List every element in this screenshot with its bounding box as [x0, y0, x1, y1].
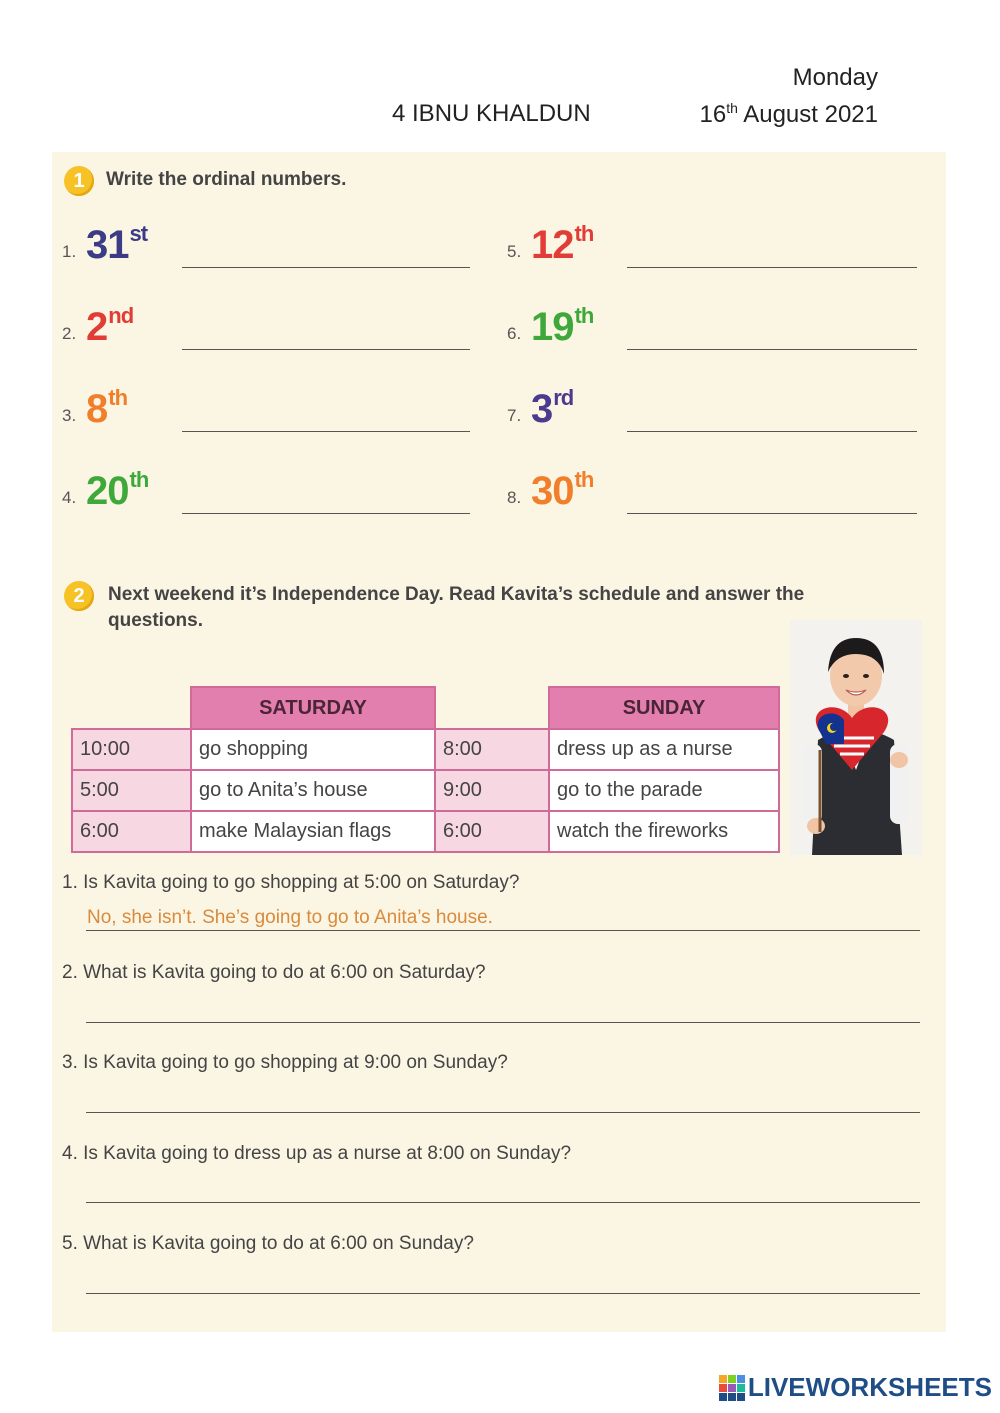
saturday-header: SATURDAY — [191, 687, 435, 729]
exercise-2-badge: 2 — [64, 581, 94, 611]
ordinal-item — [0, 372, 1000, 432]
answer-line[interactable] — [86, 1022, 920, 1023]
ordinal-number: 20th — [86, 467, 149, 513]
ordinal-number: 3rd — [531, 385, 574, 431]
question-text: 2. What is Kavita going to do at 6:00 on Saturday? — [62, 962, 486, 983]
ordinal-number: 31st — [86, 221, 148, 267]
sunday-header: SUNDAY — [549, 687, 779, 729]
ordinal-index: 4. — [62, 488, 77, 507]
question-text: 3. Is Kavita going to go shopping at 9:00 on Sunday? — [62, 1052, 508, 1073]
saturday-activity: go to Anita’s house — [191, 770, 435, 811]
ordinal-number: 19th — [531, 303, 594, 349]
saturday-time: 10:00 — [72, 729, 191, 770]
answer-line[interactable] — [627, 267, 917, 268]
answer-line[interactable] — [86, 930, 920, 931]
ordinal-index: 5. — [507, 242, 522, 261]
sunday-activity: go to the parade — [549, 770, 779, 811]
question-text: 4. Is Kavita going to dress up as a nurse at 8:00 on Sunday? — [62, 1143, 572, 1164]
ordinal-index: 8. — [507, 488, 522, 507]
saturday-time: 5:00 — [72, 770, 191, 811]
ordinal-number: 12th — [531, 221, 594, 267]
table-row — [72, 729, 779, 770]
ordinal-index: 3. — [62, 406, 77, 425]
ordinal-number: 30th — [531, 467, 594, 513]
ordinal-index: 2. — [62, 324, 77, 343]
sunday-activity: dress up as a nurse — [549, 729, 779, 770]
day-label: Monday — [792, 64, 878, 91]
liveworksheets-icon — [719, 1375, 745, 1401]
sunday-activity: watch the fireworks — [549, 811, 779, 852]
answer-line[interactable] — [86, 1202, 920, 1203]
saturday-activity: make Malaysian flags — [191, 811, 435, 852]
question-text: 5. What is Kavita going to do at 6:00 on Sunday? — [62, 1233, 474, 1254]
ordinal-index: 7. — [507, 406, 522, 425]
exercise-1-instruction: Write the ordinal numbers. — [106, 169, 347, 190]
kavita-photo — [790, 620, 922, 855]
table-row — [72, 770, 779, 811]
ordinal-item — [0, 290, 1000, 350]
answer-line[interactable] — [627, 349, 917, 350]
ordinal-number: 2nd — [86, 303, 134, 349]
exercise-2-instruction: Next weekend it’s Independence Day. Read Kavita’s schedule and answer the questions. — [108, 584, 805, 631]
sunday-time: 8:00 — [435, 729, 549, 770]
answer-line[interactable] — [627, 431, 917, 432]
sunday-time: 9:00 — [435, 770, 549, 811]
girl-with-flag-illustration — [790, 620, 922, 855]
table-row — [72, 811, 779, 852]
sunday-time: 6:00 — [435, 811, 549, 852]
example-answer: No, she isn’t. She’s going to go to Anita’s house. — [87, 907, 493, 928]
liveworksheets-logo: LIVEWORKSHEETS — [719, 1372, 992, 1403]
exercise-1-badge: 1 — [64, 166, 94, 196]
saturday-activity: go shopping — [191, 729, 435, 770]
schedule-table — [71, 686, 780, 853]
answer-line[interactable] — [86, 1293, 920, 1294]
ordinal-item — [0, 454, 1000, 514]
answer-line[interactable] — [86, 1112, 920, 1113]
ordinal-index: 1. — [62, 242, 77, 261]
ordinal-item — [0, 208, 1000, 268]
answer-line[interactable] — [627, 513, 917, 514]
question-text: 1. Is Kavita going to go shopping at 5:00 on Saturday? — [62, 872, 520, 893]
ordinal-index: 6. — [507, 324, 522, 343]
ordinal-number: 8th — [86, 385, 128, 431]
saturday-time: 6:00 — [72, 811, 191, 852]
date-label: 16th August 2021 — [699, 100, 878, 128]
class-label: 4 IBNU KHALDUN — [392, 100, 591, 127]
